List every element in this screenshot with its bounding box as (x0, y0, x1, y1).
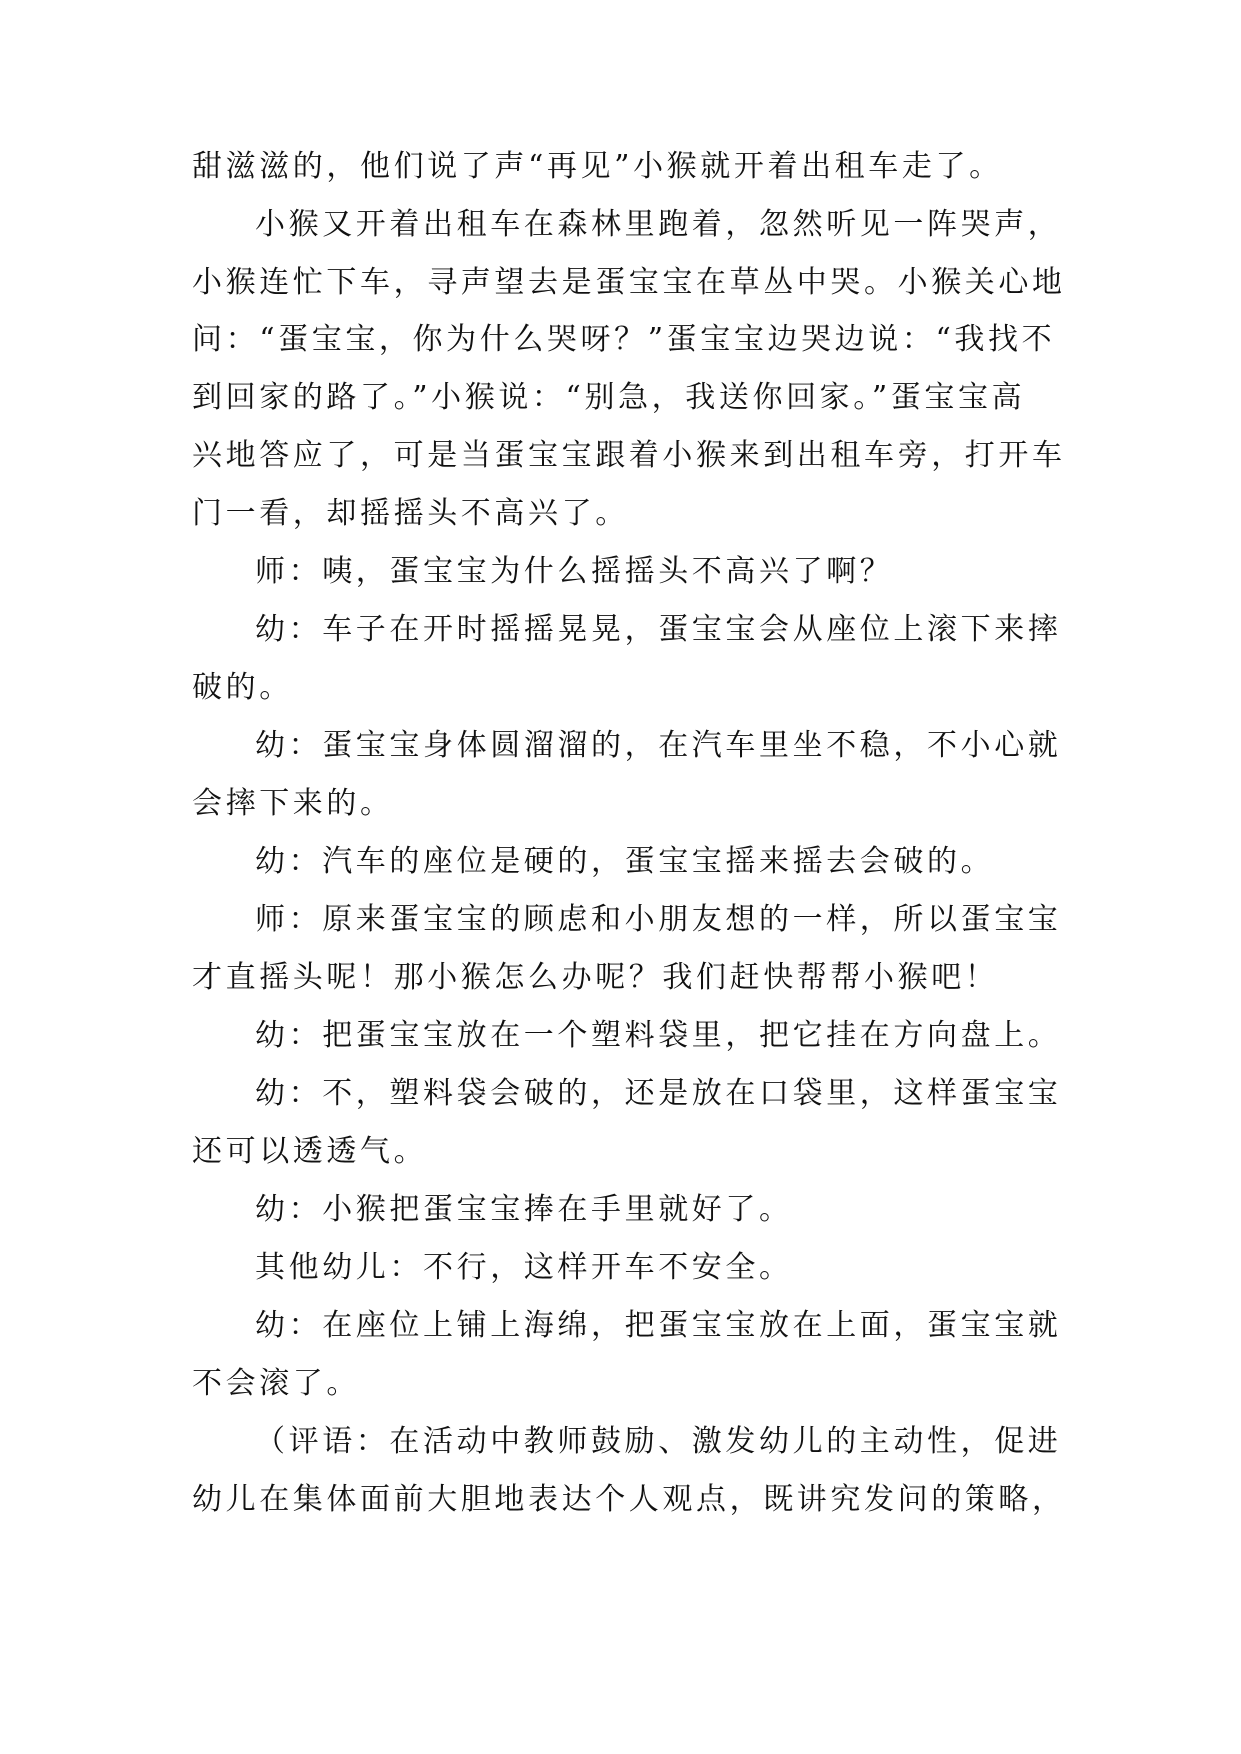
text-line: 还可以透透气。 (192, 1134, 428, 1169)
text-line: 问：“蛋宝宝，你为什么哭呀？”蛋宝宝边哭边说：“我找不 (192, 322, 1056, 357)
text-line: 幼：蛋宝宝身体圆溜溜的，在汽车里坐不稳，不小心就 (255, 728, 1062, 763)
text-line: 幼：汽车的座位是硬的，蛋宝宝摇来摇去会破的。 (255, 844, 995, 879)
text-line: 甜滋滋的，他们说了声“再见”小猴就开着出租车走了。 (192, 149, 1003, 184)
text-line: 其他幼儿：不行，这样开车不安全。 (255, 1250, 793, 1285)
text-line: 幼儿在集体面前大胆地表达个人观点，既讲究发问的策略， (192, 1482, 1066, 1517)
text-line: 才直摇头呢！那小猴怎么办呢？我们赶快帮帮小猴吧！ (192, 960, 999, 995)
text-line: 破的。 (192, 670, 293, 705)
text-line: 幼：不，塑料袋会破的，还是放在口袋里，这样蛋宝宝 (255, 1076, 1062, 1111)
text-line: 幼：在座位上铺上海绵，把蛋宝宝放在上面，蛋宝宝就 (255, 1308, 1062, 1343)
text-line: 师：原来蛋宝宝的顾虑和小朋友想的一样，所以蛋宝宝 (255, 902, 1062, 937)
text-line: （评语：在活动中教师鼓励、激发幼儿的主动性，促进 (255, 1424, 1062, 1459)
text-line: 会摔下来的。 (192, 786, 394, 821)
text-line: 兴地答应了，可是当蛋宝宝跟着小猴来到出租车旁，打开车 (192, 438, 1066, 473)
text-line: 门一看，却摇摇头不高兴了。 (192, 496, 629, 531)
text-line: 到回家的路了。”小猴说：“别急，我送你回家。”蛋宝宝高 (192, 380, 1026, 415)
text-line: 幼：把蛋宝宝放在一个塑料袋里，把它挂在方向盘上。 (255, 1018, 1062, 1053)
text-line: 幼：小猴把蛋宝宝捧在手里就好了。 (255, 1192, 793, 1227)
text-line: 师：咦，蛋宝宝为什么摇摇头不高兴了啊？ (255, 554, 894, 589)
text-line: 幼：车子在开时摇摇晃晃，蛋宝宝会从座位上滚下来摔 (255, 612, 1062, 647)
text-line: 小猴又开着出租车在森林里跑着，忽然听见一阵哭声， (255, 207, 1062, 242)
text-line: 不会滚了。 (192, 1366, 360, 1401)
text-line: 小猴连忙下车，寻声望去是蛋宝宝在草丛中哭。小猴关心地 (192, 265, 1066, 300)
